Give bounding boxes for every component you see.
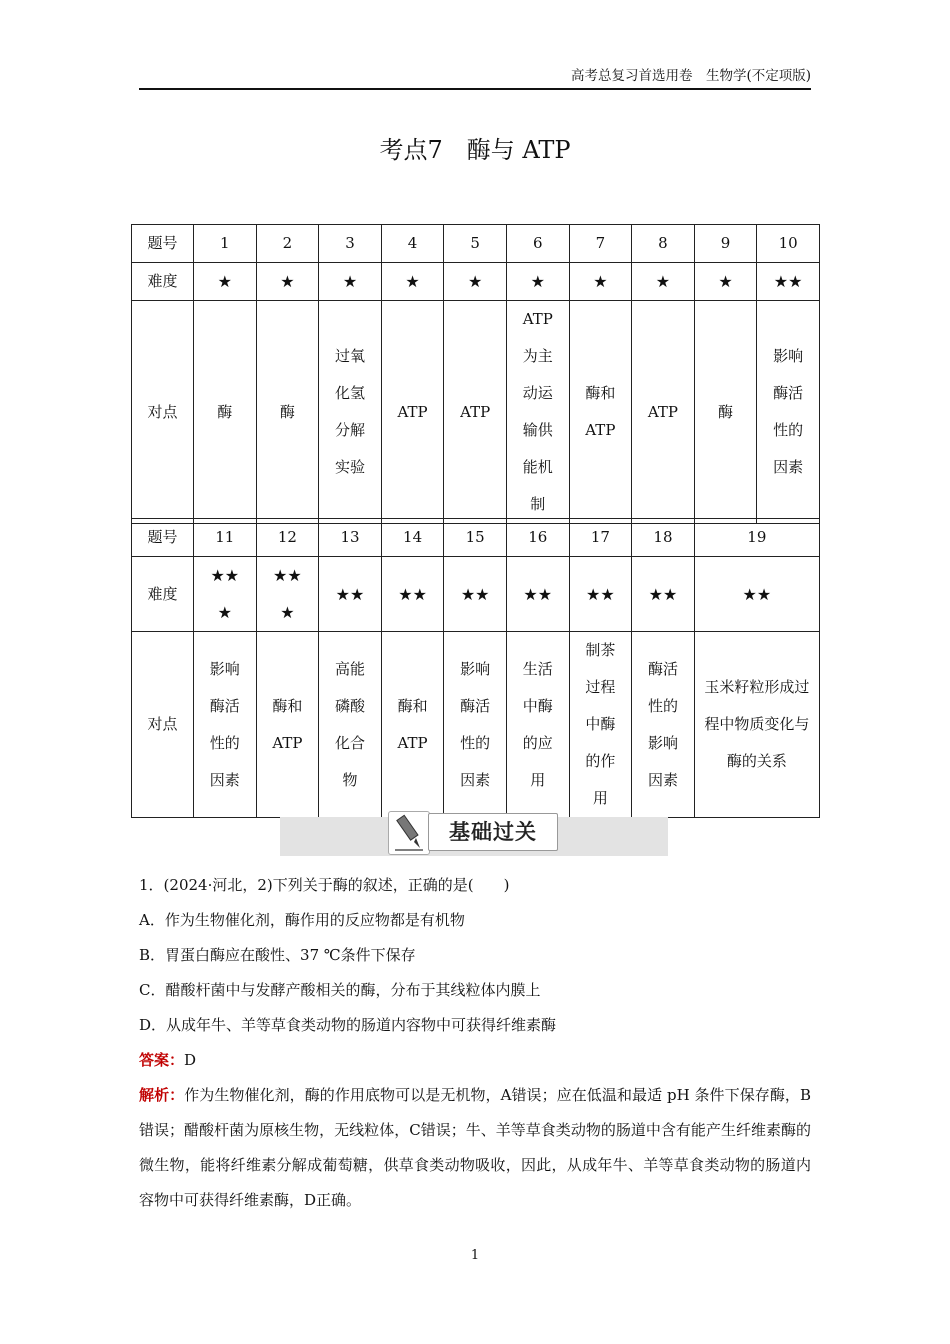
question-number: 19 [694, 519, 819, 557]
question-number: 18 [632, 519, 695, 557]
difficulty-table-2 [131, 518, 820, 818]
question-number: 6 [506, 225, 569, 263]
topic-text: 影响酶活性的因素 [773, 347, 804, 476]
topic-text: 酶和ATP [397, 696, 428, 752]
difficulty-stars: ★ [319, 263, 382, 301]
row-label: 对点 [132, 632, 194, 818]
topic-cell [194, 301, 257, 524]
topic-cell [569, 632, 632, 818]
row-label: 难度 [132, 557, 194, 632]
topic-text: 影响酶活性的因素 [460, 659, 491, 789]
topic-cell [757, 301, 820, 524]
question-number: 13 [319, 519, 382, 557]
difficulty-stars: ★★ [694, 557, 819, 632]
topic-text: 酶活性的影响因素 [647, 659, 678, 789]
table-row [132, 263, 820, 301]
topic-cell [444, 632, 507, 818]
difficulty-stars: ★★ [319, 557, 382, 632]
section-banner [280, 817, 668, 856]
question-number: 4 [381, 225, 444, 263]
question-number: 10 [757, 225, 820, 263]
difficulty-stars: ★ [632, 263, 695, 301]
stars-text: ★★★ [273, 566, 302, 622]
topic-cell [444, 301, 507, 524]
topic-cell [569, 301, 632, 524]
topic-cell [256, 632, 319, 818]
analysis-text: 作为生物催化剂，酶的作用底物可以是无机物，A错误；应在低温和最适 pH 条件下保存酶，B错误；醋酸杆菌为原核生物，无线粒体，C错误；牛、羊等草食类动物的肠道中含有能产生纤维素酶的微生物，能将纤维素分解成葡萄糖，供草食类动物吸收，因此，从成年牛、羊等草食类动物的肠道内容物中可获得纤维素酶，D正确。 [139, 1086, 811, 1209]
question-1 [139, 868, 811, 1218]
topic-cell [381, 632, 444, 818]
option-d: D．从成年牛、羊等草食类动物的肠道内容物中可获得纤维素酶 [139, 1016, 557, 1034]
row-label: 题号 [132, 225, 194, 263]
question-number: 5 [444, 225, 507, 263]
question-number: 7 [569, 225, 632, 263]
topic-cell [319, 301, 382, 524]
page-header: 高考总复习首选用卷 生物学(不定项版) [139, 66, 811, 90]
topic-text: 玉米籽粒形成过程中物质变化与酶的关系 [704, 678, 810, 770]
topic-text: 酶和ATP [272, 696, 303, 752]
topic-text: 高能磷酸化合物 [334, 659, 365, 789]
topic-text: 过氧化氢分解实验 [334, 347, 365, 476]
question-number: 16 [506, 519, 569, 557]
question-number: 15 [444, 519, 507, 557]
difficulty-stars [256, 557, 319, 632]
question-number: 17 [569, 519, 632, 557]
question-number: 2 [256, 225, 319, 263]
analysis-paragraph [139, 1078, 811, 1218]
topic-cell [319, 632, 382, 818]
topic-text: 影响酶活性的因素 [209, 659, 240, 789]
section-label: 基础过关 [428, 813, 558, 851]
difficulty-stars: ★★ [506, 557, 569, 632]
difficulty-stars: ★ [256, 263, 319, 301]
topic-text: ATP为主动运输供能机制 [522, 310, 553, 513]
difficulty-stars: ★ [444, 263, 507, 301]
difficulty-stars: ★ [194, 263, 257, 301]
topic-cell [506, 301, 569, 524]
analysis-label: 解析： [139, 1086, 185, 1104]
topic-text: 酶 [718, 402, 734, 421]
topic-cell [632, 301, 695, 524]
page-title: 考点7 酶与 ATP [379, 136, 571, 164]
answer-label: 答案： [139, 1051, 185, 1069]
topic-cell [632, 632, 695, 818]
difficulty-stars: ★★ [444, 557, 507, 632]
topic-cell [194, 632, 257, 818]
topic-text: ATP [647, 402, 679, 421]
question-number: 12 [256, 519, 319, 557]
difficulty-stars: ★ [381, 263, 444, 301]
question-number: 11 [194, 519, 257, 557]
question-number: 9 [694, 225, 757, 263]
row-label: 难度 [132, 263, 194, 301]
question-number: 8 [632, 225, 695, 263]
difficulty-stars: ★ [506, 263, 569, 301]
stars-text: ★★★ [210, 566, 240, 622]
row-label: 对点 [132, 301, 194, 524]
topic-cell [694, 632, 819, 818]
answer-line [139, 1043, 811, 1078]
topic-text: 酶 [279, 402, 295, 421]
topic-cell [256, 301, 319, 524]
difficulty-stars: ★★ [757, 263, 820, 301]
table-row [132, 225, 820, 263]
topic-cell [381, 301, 444, 524]
topic-cell [694, 301, 757, 524]
topic-text: ATP [460, 402, 491, 421]
topic-text: 生活中酶的应用 [522, 659, 553, 789]
pencil-icon [388, 811, 430, 855]
option-b: B．胃蛋白酶应在酸性、37 ℃条件下保存 [139, 946, 416, 964]
difficulty-table-1 [131, 224, 820, 524]
option-a: A．作为生物催化剂，酶作用的反应物都是有机物 [139, 911, 465, 929]
topic-text: 酶 [217, 402, 233, 421]
answer-value: D [184, 1051, 197, 1069]
table-row [132, 519, 820, 557]
question-number: 3 [319, 225, 382, 263]
difficulty-stars [194, 557, 257, 632]
topic-text: ATP [397, 402, 428, 421]
table-row [132, 632, 820, 818]
row-label: 题号 [132, 519, 194, 557]
difficulty-stars: ★ [694, 263, 757, 301]
option-c: C．醋酸杆菌中与发酵产酸相关的酶，分布于其线粒体内膜上 [139, 981, 541, 999]
difficulty-stars: ★★ [632, 557, 695, 632]
difficulty-stars: ★★ [381, 557, 444, 632]
difficulty-stars: ★★ [569, 557, 632, 632]
table-row [132, 301, 820, 524]
page-number: 1 [470, 1248, 480, 1263]
question-stem: 1．(2024·河北，2)下列关于酶的叙述，正确的是( ) [139, 876, 510, 894]
topic-text: 酶和ATP [585, 384, 616, 439]
topic-text: 制茶过程中酶的作用 [585, 641, 616, 807]
difficulty-stars: ★ [569, 263, 632, 301]
table-row [132, 557, 820, 632]
topic-cell [506, 632, 569, 818]
question-number: 14 [381, 519, 444, 557]
question-number: 1 [194, 225, 257, 263]
